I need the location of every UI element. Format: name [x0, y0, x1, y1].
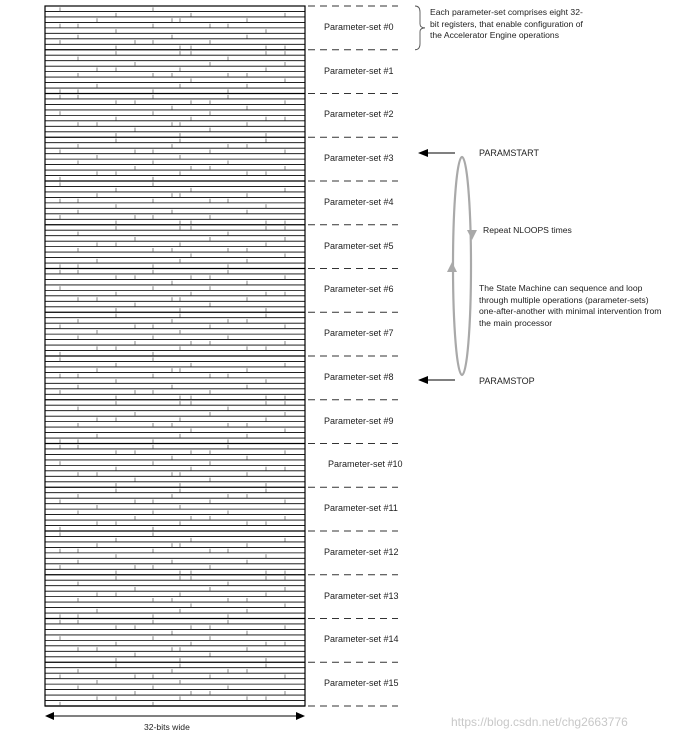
register-row: [45, 171, 305, 175]
parameter-set-label: Parameter-set #13: [324, 590, 399, 601]
register-row: [45, 532, 305, 536]
register-row: [45, 89, 305, 93]
register-row: [45, 560, 305, 564]
register-row: [45, 609, 305, 613]
register-row: [45, 691, 305, 695]
parameter-set-label: Parameter-set #4: [324, 196, 394, 207]
register-row: [45, 538, 305, 542]
register-row: [45, 494, 305, 498]
register-row: [45, 664, 305, 668]
register-row: [45, 40, 305, 44]
register-row: [45, 571, 305, 575]
register-row: [45, 286, 305, 290]
parameter-set-8: [45, 357, 305, 399]
register-row: [45, 653, 305, 657]
register-row: [45, 253, 305, 257]
register-row: [45, 390, 305, 394]
register-row: [45, 275, 305, 279]
register-row: [45, 155, 305, 159]
register-row: [45, 418, 305, 422]
register-row: [45, 521, 305, 525]
register-row: [45, 489, 305, 493]
parameter-set-label: Parameter-set #11: [324, 503, 398, 514]
register-row: [45, 702, 305, 706]
paramstart-label: PARAMSTART: [479, 148, 540, 158]
register-row: [45, 68, 305, 72]
register-row: [45, 696, 305, 700]
register-row: [45, 210, 305, 214]
register-row: [45, 582, 305, 586]
parameter-set-label: Parameter-set #8: [324, 371, 394, 382]
register-row: [45, 292, 305, 296]
register-row: [45, 631, 305, 635]
register-row: [45, 122, 305, 126]
register-row: [45, 111, 305, 115]
register-row: [45, 51, 305, 55]
register-row: [45, 587, 305, 591]
loop-arrowhead-down: [467, 230, 477, 240]
parameter-set-7: [45, 314, 305, 356]
register-row: [45, 549, 305, 553]
parameter-set-label: Parameter-set #9: [324, 415, 394, 426]
register-row: [45, 423, 305, 427]
register-row: [45, 407, 305, 411]
repeat-note: Repeat NLOOPS times: [483, 225, 572, 235]
register-row: [45, 128, 305, 132]
register-row: [45, 199, 305, 203]
register-row: [45, 303, 305, 307]
register-row: [45, 450, 305, 454]
register-row: [45, 620, 305, 624]
parameter-set-label: Parameter-set #14: [324, 634, 399, 645]
parameter-set-1: [45, 51, 305, 93]
register-row: [45, 527, 305, 531]
paramstart-arrow: [418, 149, 455, 157]
watermark: https://blog.csdn.net/chg2663776: [451, 715, 628, 729]
register-row: [45, 554, 305, 558]
register-row: [45, 685, 305, 689]
register-row: [45, 106, 305, 110]
register-row: [45, 193, 305, 197]
register-row: [45, 13, 305, 17]
parameter-set-label: Parameter-set #6: [324, 284, 394, 295]
register-row: [45, 232, 305, 236]
register-row: [45, 341, 305, 345]
register-row: [45, 133, 305, 137]
register-row: [45, 259, 305, 263]
register-row: [45, 35, 305, 39]
parameter-set-9: [45, 401, 305, 443]
register-row: [45, 150, 305, 154]
register-row: [45, 363, 305, 367]
parameter-set-0: [45, 7, 305, 49]
parameter-set-label: Parameter-set #0: [324, 21, 394, 32]
parameter-set-label: Parameter-set #5: [324, 240, 394, 251]
register-row: [45, 565, 305, 569]
register-row: [45, 308, 305, 312]
register-row: [45, 675, 305, 679]
register-row: [45, 160, 305, 164]
parameter-set-6: [45, 270, 305, 312]
parameter-set-label: Parameter-set #2: [324, 109, 394, 120]
register-row: [45, 281, 305, 285]
register-row: [45, 297, 305, 301]
register-row: [45, 385, 305, 389]
parameter-set-label: Parameter-set #10: [328, 459, 403, 470]
parameter-set-13: [45, 576, 305, 618]
parameter-set-label: Parameter-set #12: [324, 546, 399, 557]
register-row: [45, 456, 305, 460]
register-row: [45, 658, 305, 662]
register-row: [45, 647, 305, 651]
register-row: [45, 144, 305, 148]
register-row: [45, 46, 305, 50]
register-row: [45, 368, 305, 372]
register-row: [45, 248, 305, 252]
register-row: [45, 166, 305, 170]
register-row: [45, 78, 305, 82]
parameter-set-label: Parameter-set #1: [324, 65, 394, 76]
register-row: [45, 680, 305, 684]
register-row: [45, 412, 305, 416]
loop-ellipse: [447, 157, 477, 375]
register-row: [45, 434, 305, 438]
register-row: [45, 439, 305, 443]
register-row: [45, 117, 305, 121]
register-row: [45, 264, 305, 268]
register-row: [45, 357, 305, 361]
register-row: [45, 319, 305, 323]
register-row: [45, 325, 305, 329]
register-row: [45, 204, 305, 208]
register-row: [45, 182, 305, 186]
register-row: [45, 428, 305, 432]
register-row: [45, 226, 305, 230]
register-row: [45, 461, 305, 465]
register-row: [45, 669, 305, 673]
register-row: [45, 500, 305, 504]
register-row: [45, 62, 305, 66]
loop-arrowhead-up: [447, 262, 457, 272]
register-row: [45, 396, 305, 400]
register-row: [45, 379, 305, 383]
register-row: [45, 472, 305, 476]
register-row: [45, 188, 305, 192]
register-row: [45, 516, 305, 520]
register-row: [45, 314, 305, 318]
register-row: [45, 598, 305, 602]
parameter-set-15: [45, 664, 305, 706]
register-row: [45, 29, 305, 33]
register-row: [45, 330, 305, 334]
parameter-set-4: [45, 182, 305, 224]
register-row: [45, 335, 305, 339]
register-row: [45, 243, 305, 247]
register-row: [45, 57, 305, 61]
register-row: [45, 593, 305, 597]
register-row: [45, 221, 305, 225]
parameter-set-label: Parameter-set #15: [324, 678, 399, 689]
register-row: [45, 100, 305, 104]
register-row: [45, 237, 305, 241]
set-composition-note: Each parameter-set comprises eight 32-bit registers, that enable configuration of the Accelerator Engine operations: [430, 7, 583, 40]
register-row: [45, 139, 305, 143]
register-stack: [45, 6, 305, 706]
width-arrow: [45, 712, 305, 720]
register-row: [45, 95, 305, 99]
parameter-set-14: [45, 620, 305, 662]
register-row: [45, 24, 305, 28]
register-row: [45, 177, 305, 181]
parameter-set-12: [45, 532, 305, 574]
register-row: [45, 614, 305, 618]
register-row: [45, 374, 305, 378]
register-row: [45, 18, 305, 22]
state-machine-note: The State Machine can sequence and loop through multiple operations (parameter-sets) one-after-another with minimal intervention from the main processor: [479, 283, 662, 328]
parameter-set-label: Parameter-set #7: [324, 328, 394, 339]
set-brace: [415, 6, 425, 50]
register-row: [45, 467, 305, 471]
register-row: [45, 7, 305, 11]
width-label: 32-bits wide: [144, 722, 190, 732]
register-row: [45, 505, 305, 509]
register-row: [45, 636, 305, 640]
register-row: [45, 625, 305, 629]
register-row: [45, 543, 305, 547]
register-row: [45, 270, 305, 274]
register-row: [45, 478, 305, 482]
register-row: [45, 510, 305, 514]
register-row: [45, 483, 305, 487]
paramstop-label: PARAMSTOP: [479, 376, 535, 386]
parameter-set-2: [45, 95, 305, 137]
register-row: [45, 603, 305, 607]
register-row: [45, 445, 305, 449]
paramstop-arrow: [418, 376, 455, 384]
register-row: [45, 642, 305, 646]
register-row: [45, 84, 305, 88]
register-row: [45, 352, 305, 356]
register-row: [45, 73, 305, 77]
register-row: [45, 346, 305, 350]
parameter-set-5: [45, 226, 305, 268]
parameter-set-10: [45, 445, 305, 487]
register-row: [45, 401, 305, 405]
register-row: [45, 215, 305, 219]
parameter-set-3: [45, 139, 305, 181]
register-row: [45, 576, 305, 580]
parameter-set-label: Parameter-set #3: [324, 153, 394, 164]
parameter-set-11: [45, 489, 305, 531]
